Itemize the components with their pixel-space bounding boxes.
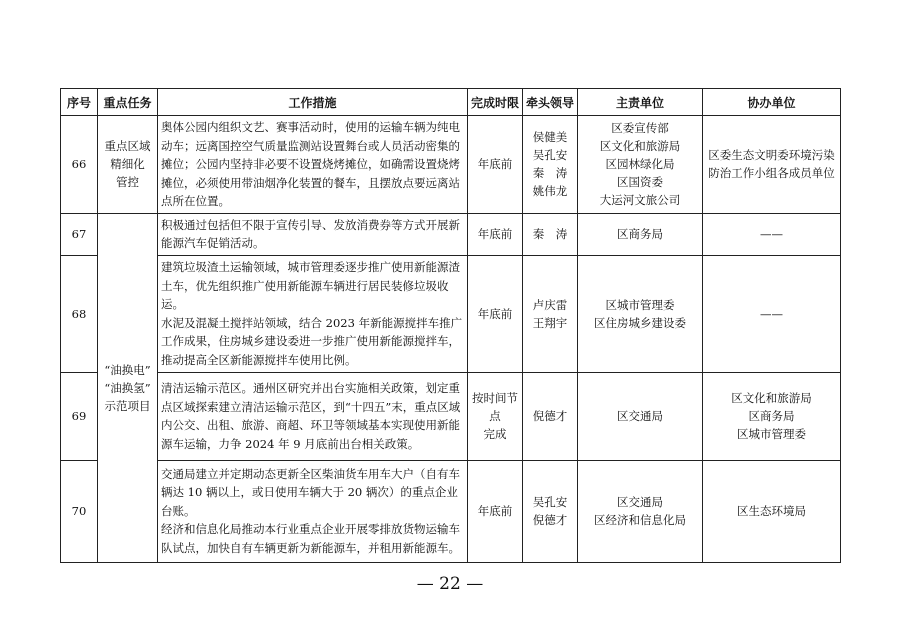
leader-name: 王翔宇 xyxy=(532,315,568,330)
table-row xyxy=(61,460,841,562)
assist-unit: 区城市管理委 xyxy=(737,427,806,441)
header-leader: 牵头领导 xyxy=(523,89,578,116)
responsible-unit: 区国资委 xyxy=(617,175,663,190)
leader-cell xyxy=(523,116,578,214)
measure-paragraph: 清洁运输示范区。通州区研究并出台实施相关政策，划定重点区域探索建立清洁运输示范区，到“十四五”末，重点区域内公交、出租、旅游、商超、环卫等领域基本实现使用新能源车运输，力争 2024 年 9 月底前出台相关政策。 xyxy=(161,381,461,451)
measure-paragraph: 积极通过包括但不限于宣传引导、发放消费券等方式开展新能源汽车促销活动。 xyxy=(161,217,460,250)
table-row xyxy=(61,372,841,460)
responsible-unit: 区城市管理委 xyxy=(605,297,675,312)
assist-cell xyxy=(703,255,841,372)
deadline-cell: 年底前 xyxy=(468,116,523,214)
task-line: “油换氢” xyxy=(104,380,151,395)
leader-name: 倪德才 xyxy=(532,409,568,423)
leader-name: 吴孔安 xyxy=(532,148,568,163)
header-task: 重点任务 xyxy=(98,89,158,116)
measures-cell xyxy=(158,116,468,214)
row-number: 68 xyxy=(61,255,98,372)
measure-paragraph: 交通局建立并定期动态更新全区柴油货车用车大户（自有车辆达 10 辆以上，或日使用车辆大于 20 辆次）的重点企业台账。 xyxy=(161,466,460,518)
responsible-unit: 大运河文旅公司 xyxy=(599,193,681,208)
task-line: “油换电” xyxy=(104,362,151,377)
assist-unit: 区生态环境局 xyxy=(737,504,806,518)
responsible-unit: 区委宣传部 xyxy=(611,121,669,136)
task-line: 重点区域 xyxy=(104,139,151,154)
measure-paragraph: 经济和信息化局推动本行业重点企业开展零排放货物运输车队试点，加快自有车辆更新为新能源车，并租用新能源车。 xyxy=(161,522,460,555)
responsible-cell xyxy=(578,255,703,372)
assist-unit: —— xyxy=(760,306,783,321)
task-line: 精细化 xyxy=(110,157,145,172)
deadline-cell xyxy=(468,372,523,460)
assist-cell xyxy=(703,213,841,255)
header-assist: 协办单位 xyxy=(703,89,841,116)
row-number: 67 xyxy=(61,213,98,255)
deadline-cell: 年底前 xyxy=(468,460,523,562)
leader-name: 倪德才 xyxy=(532,513,568,527)
assist-unit: 区商务局 xyxy=(748,409,795,423)
task-line: 管控 xyxy=(116,175,139,190)
task-line: 示范项目 xyxy=(104,398,151,413)
responsible-cell xyxy=(578,372,703,460)
merged-task-cell xyxy=(98,213,158,562)
row-number: 69 xyxy=(61,372,98,460)
responsible-cell xyxy=(578,213,703,255)
leader-name: 卢庆雷 xyxy=(532,297,568,312)
header-responsible: 主责单位 xyxy=(578,89,703,116)
deadline-cell: 年底前 xyxy=(468,213,523,255)
responsible-unit: 区文化和旅游局 xyxy=(599,139,681,154)
assist-unit: 区委生态文明委环境污染防治工作小组各成员单位 xyxy=(708,147,835,181)
deadline-line: 按时间节点 xyxy=(472,391,518,423)
responsible-unit: 区住房城乡建设委 xyxy=(594,315,686,330)
measures-cell xyxy=(158,460,468,562)
page-number: — 22 — xyxy=(416,574,484,594)
header-deadline: 完成时限 xyxy=(468,89,523,116)
assist-cell xyxy=(703,116,841,214)
table-row xyxy=(61,116,841,214)
responsible-unit: 区园林绿化局 xyxy=(605,157,675,172)
responsible-cell xyxy=(578,460,703,562)
assist-unit: 区文化和旅游局 xyxy=(731,391,812,405)
responsible-cell xyxy=(578,116,703,214)
row-number: 70 xyxy=(61,460,98,562)
responsible-unit: 区经济和信息化局 xyxy=(594,513,686,527)
table-row xyxy=(61,213,841,255)
task-cell xyxy=(98,116,158,214)
table-row xyxy=(61,255,841,372)
responsible-unit: 区商务局 xyxy=(617,227,663,241)
leader-name: 秦 涛 xyxy=(532,166,568,181)
responsible-unit: 区交通局 xyxy=(617,495,663,509)
responsible-unit: 区交通局 xyxy=(617,409,663,423)
work-measures-table xyxy=(60,88,841,563)
measure-paragraph: 建筑垃圾渣土运输领域，城市管理委逐步推广使用新能源渣土车，优先组织推广使用新能源车辆进行居民装修垃圾收运。 xyxy=(161,260,460,311)
leader-name: 吴孔安 xyxy=(532,495,568,509)
leader-cell xyxy=(523,255,578,372)
measure-paragraph: 水泥及混凝土搅拌站领域，结合 2023 年新能源搅拌车推广工作成果，住房城乡建设委进一步推广使用新能源搅拌车，推动提高全区新能源搅拌车使用比例。 xyxy=(161,315,463,367)
table-header-row xyxy=(61,89,841,116)
leader-name: 侯健美 xyxy=(532,130,568,145)
header-no: 序号 xyxy=(61,89,98,116)
header-measures: 工作措施 xyxy=(158,89,468,116)
deadline-cell: 年底前 xyxy=(468,255,523,372)
measures-cell xyxy=(158,255,468,372)
deadline-line: 完成 xyxy=(483,427,507,441)
assist-unit: —— xyxy=(760,227,783,241)
leader-cell xyxy=(523,372,578,460)
leader-name: 秦 涛 xyxy=(532,227,568,241)
measures-cell xyxy=(158,213,468,255)
measure-paragraph: 奥体公园内组织文艺、赛事活动时，使用的运输车辆为纯电动车；远离国控空气质量监测站设置舞台或人员活动密集的摊位；公园内坚持非必要不设置烧烤摊位，如确需设置烧烤摊位，必须使用带油烟净化装置的餐车，且摆放点要远离站点所在位置。 xyxy=(161,120,460,208)
assist-cell xyxy=(703,460,841,562)
leader-cell xyxy=(523,213,578,255)
row-number: 66 xyxy=(61,116,98,214)
assist-cell xyxy=(703,372,841,460)
measures-cell xyxy=(158,372,468,460)
leader-name: 姚伟龙 xyxy=(532,184,568,199)
leader-cell xyxy=(523,460,578,562)
